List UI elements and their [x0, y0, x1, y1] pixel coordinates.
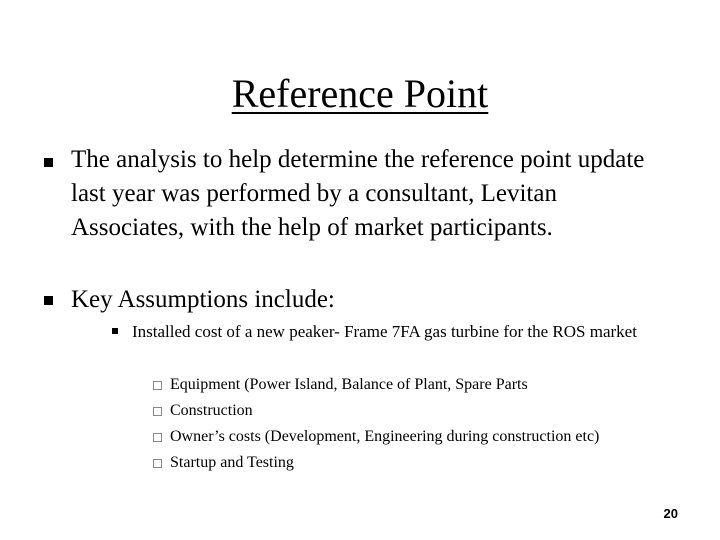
checkbox-bullet-icon [153, 459, 162, 468]
sub-bullet-text: Installed cost of a new peaker- Frame 7FA gas turbine for the ROS market [132, 322, 637, 341]
checkbox-bullet-icon [153, 381, 162, 390]
assumption-item: Startup and Testing [170, 454, 294, 471]
assumption-item: Owner’s costs (Development, Engineering during construction etc) [170, 428, 600, 445]
checkbox-bullet-icon [153, 433, 162, 442]
square-bullet-icon [44, 158, 53, 167]
slide-title-text: Reference Point [231, 71, 489, 116]
bullet-1-text: The analysis to help determine the reference point update last year was performed by a consultant, Levitan Associates, with the help of market participants. [71, 146, 645, 241]
assumption-item: Equipment (Power Island, Balance of Plant, Spare Parts [170, 376, 528, 393]
checkbox-bullet-icon [153, 407, 162, 416]
bullet-2-text: Key Assumptions include: [71, 286, 335, 313]
square-bullet-icon [44, 296, 53, 305]
slide-title [0, 70, 720, 118]
page-number: 20 [663, 506, 678, 521]
assumption-item: Construction [170, 402, 253, 419]
square-bullet-icon [112, 328, 118, 334]
